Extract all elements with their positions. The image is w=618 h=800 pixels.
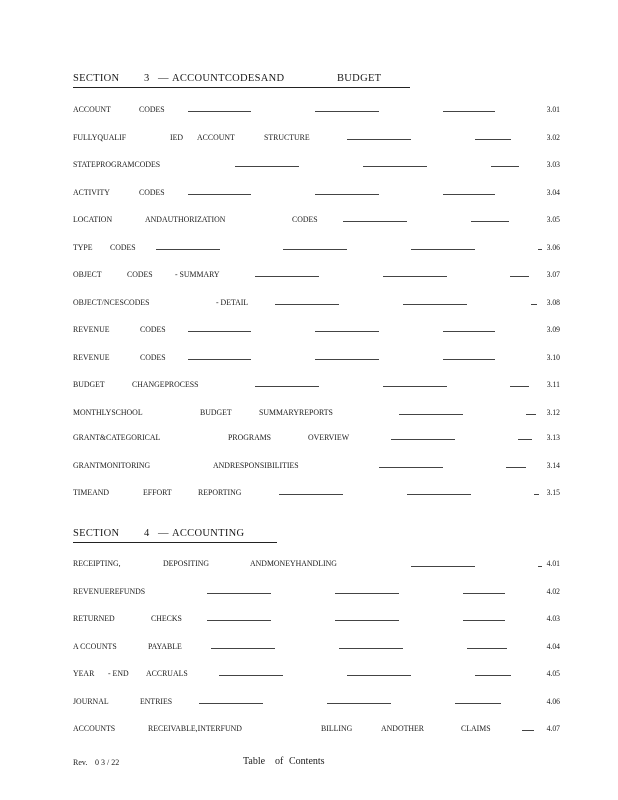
leader-line (335, 620, 399, 621)
toc-entry-word: CODES (139, 187, 165, 197)
page-number: 3.01 (546, 104, 560, 114)
leader-line (219, 675, 283, 676)
leader-line (207, 593, 271, 594)
toc-entry-word: STATEPROGRAMCODES (73, 159, 161, 169)
toc-entry-word: A CCOUNTS (73, 641, 117, 651)
toc-entry-word: IED (170, 132, 184, 142)
leader-line (156, 249, 220, 250)
page-number: 3.14 (546, 460, 560, 470)
toc-entry-word: ANDRESPONSIBILITIES (213, 460, 299, 470)
toc-entry-word: DEPOSITING (163, 558, 210, 568)
page-number: 4.05 (546, 668, 560, 678)
toc-entry-word: CODES (140, 352, 166, 362)
leader-line (411, 249, 475, 250)
section-title-part: ACCOUNTING (172, 528, 245, 539)
leader-line (188, 111, 251, 112)
toc-entry-word: ACCOUNTS (73, 723, 116, 733)
leader-line (475, 139, 511, 140)
toc-entry-word: CODES (127, 269, 153, 279)
leader-line (315, 111, 379, 112)
leader-line (518, 439, 532, 440)
page-number: 4.03 (546, 613, 560, 623)
leader-line (339, 648, 403, 649)
footer-title-word: Contents (289, 756, 325, 767)
leader-line (471, 221, 509, 222)
toc-entry-word: - SUMMARY (175, 269, 220, 279)
page-number: 4.02 (546, 586, 560, 596)
toc-entry-word: BUDGET (73, 379, 105, 389)
toc-entry-word: FULLYQUALIF (73, 132, 127, 142)
leader-line (399, 414, 463, 415)
leader-line (475, 675, 511, 676)
page-number: 3.13 (546, 432, 560, 442)
toc-entry-word: BUDGET (200, 407, 232, 417)
toc-entry-word: ANDAUTHORIZATION (145, 214, 226, 224)
toc-entry-word: ACCRUALS (146, 668, 188, 678)
toc-entry-word: RECEIPTING, (73, 558, 121, 568)
toc-entry-word: ACTIVITY (73, 187, 110, 197)
section-title-part: ACCOUNTCODESAND (172, 73, 285, 84)
leader-line (510, 386, 529, 387)
toc-entry-word: BILLING (321, 723, 353, 733)
leader-line (443, 194, 495, 195)
toc-entry-word: JOURNAL (73, 696, 109, 706)
toc-entry-word: SUMMARYREPORTS (259, 407, 333, 417)
toc-entry-word: LOCATION (73, 214, 113, 224)
leader-line (211, 648, 275, 649)
leader-line (403, 304, 467, 305)
leader-line (443, 111, 495, 112)
leader-line (188, 331, 251, 332)
toc-entry-word: OVERVIEW (308, 432, 350, 442)
toc-entry-word: CLAIMS (461, 723, 491, 733)
leader-line (455, 703, 501, 704)
page-number: 3.02 (546, 132, 560, 142)
leader-line (383, 386, 447, 387)
page-number: 4.01 (546, 558, 560, 568)
toc-entry-word: PROGRAMS (228, 432, 272, 442)
toc-entry-word: EFFORT (143, 487, 172, 497)
page-number: 3.10 (546, 352, 560, 362)
toc-entry-word: GRANTMONITORING (73, 460, 151, 470)
section-number: 3 (144, 73, 150, 84)
page-number: 3.12 (546, 407, 560, 417)
section-label: SECTION (73, 528, 120, 539)
toc-entry-word: - DETAIL (216, 297, 249, 307)
leader-line (363, 166, 427, 167)
toc-entry-word: ACCOUNT (73, 104, 111, 114)
page-number: 3.09 (546, 324, 560, 334)
leader-line (443, 331, 495, 332)
leader-line (315, 359, 379, 360)
toc-entry-word: - END (108, 668, 129, 678)
leader-line (279, 494, 343, 495)
leader-line (510, 276, 529, 277)
leader-line (235, 166, 299, 167)
revision-date: 0 3 / 22 (95, 758, 120, 767)
toc-entry-word: REVENUE (73, 324, 110, 334)
toc-entry-word: ENTRIES (140, 696, 173, 706)
toc-entry-word: OBJECT/NCESCODES (73, 297, 150, 307)
toc-entry-word: REVENUEREFUNDS (73, 586, 146, 596)
leader-line (463, 620, 505, 621)
page-number: 3.11 (546, 379, 560, 389)
toc-entry-word: ANDMONEYHANDLING (250, 558, 337, 568)
leader-line (391, 439, 455, 440)
toc-entry-word: GRANT&CATEGORICAL (73, 432, 161, 442)
toc-entry-word: CODES (140, 324, 166, 334)
leader-line (407, 494, 471, 495)
section-title-part: BUDGET (337, 73, 382, 84)
leader-line (283, 249, 347, 250)
leader-line (467, 648, 507, 649)
leader-line (335, 593, 399, 594)
section-underline (73, 87, 410, 88)
toc-entry-word: PAYABLE (148, 641, 182, 651)
leader-line (347, 139, 411, 140)
leader-line (188, 359, 251, 360)
toc-entry-word: CODES (139, 104, 165, 114)
leader-line (343, 221, 407, 222)
section-number: 4 (144, 528, 150, 539)
leader-line (327, 703, 391, 704)
page-number: 3.03 (546, 159, 560, 169)
section-dash: — (158, 528, 169, 539)
page-number: 4.07 (546, 723, 560, 733)
toc-entry-word: ANDOTHER (381, 723, 425, 733)
section-underline (73, 542, 277, 543)
footer-title-word: of (275, 756, 284, 767)
footer-title-word: Table (243, 756, 266, 767)
toc-entry-word: ACCOUNT (197, 132, 235, 142)
leader-line (379, 467, 443, 468)
leader-line (275, 304, 339, 305)
toc-entry-word: CHECKS (151, 613, 182, 623)
leader-line (255, 276, 319, 277)
page-number: 3.15 (546, 487, 560, 497)
toc-entry-word: TYPE (73, 242, 93, 252)
revision-label: Rev. (73, 758, 88, 767)
leader-line (207, 620, 271, 621)
page-number: 3.08 (546, 297, 560, 307)
page-number: 3.05 (546, 214, 560, 224)
toc-entry-word: RECEIVABLE,INTERFUND (148, 723, 242, 733)
page-number: 3.07 (546, 269, 560, 279)
leader-line (315, 331, 379, 332)
toc-entry-word: MONTHLYSCHOOL (73, 407, 143, 417)
page-number: 3.04 (546, 187, 560, 197)
leader-line (383, 276, 447, 277)
leader-line (506, 467, 526, 468)
leader-line (463, 593, 505, 594)
leader-line (188, 194, 251, 195)
leader-line (255, 386, 319, 387)
page-number: 4.06 (546, 696, 560, 706)
toc-entry-word: TIMEAND (73, 487, 110, 497)
toc-entry-word: STRUCTURE (264, 132, 310, 142)
leader-line (443, 359, 495, 360)
page-number: 3.06 (546, 242, 560, 252)
toc-entry-word: REVENUE (73, 352, 110, 362)
page-number: 4.04 (546, 641, 560, 651)
toc-entry-word: OBJECT (73, 269, 102, 279)
toc-entry-word: REPORTING (198, 487, 242, 497)
leader-line (491, 166, 519, 167)
leader-line (411, 566, 475, 567)
leader-line (347, 675, 411, 676)
toc-entry-word: RETURNED (73, 613, 115, 623)
leader-line (199, 703, 263, 704)
toc-entry-word: CHANGEPROCESS (132, 379, 199, 389)
toc-entry-word: YEAR (73, 668, 95, 678)
toc-entry-word: CODES (110, 242, 136, 252)
toc-entry-word: CODES (292, 214, 318, 224)
section-label: SECTION (73, 73, 120, 84)
section-dash: — (158, 73, 169, 84)
leader-line (315, 194, 379, 195)
